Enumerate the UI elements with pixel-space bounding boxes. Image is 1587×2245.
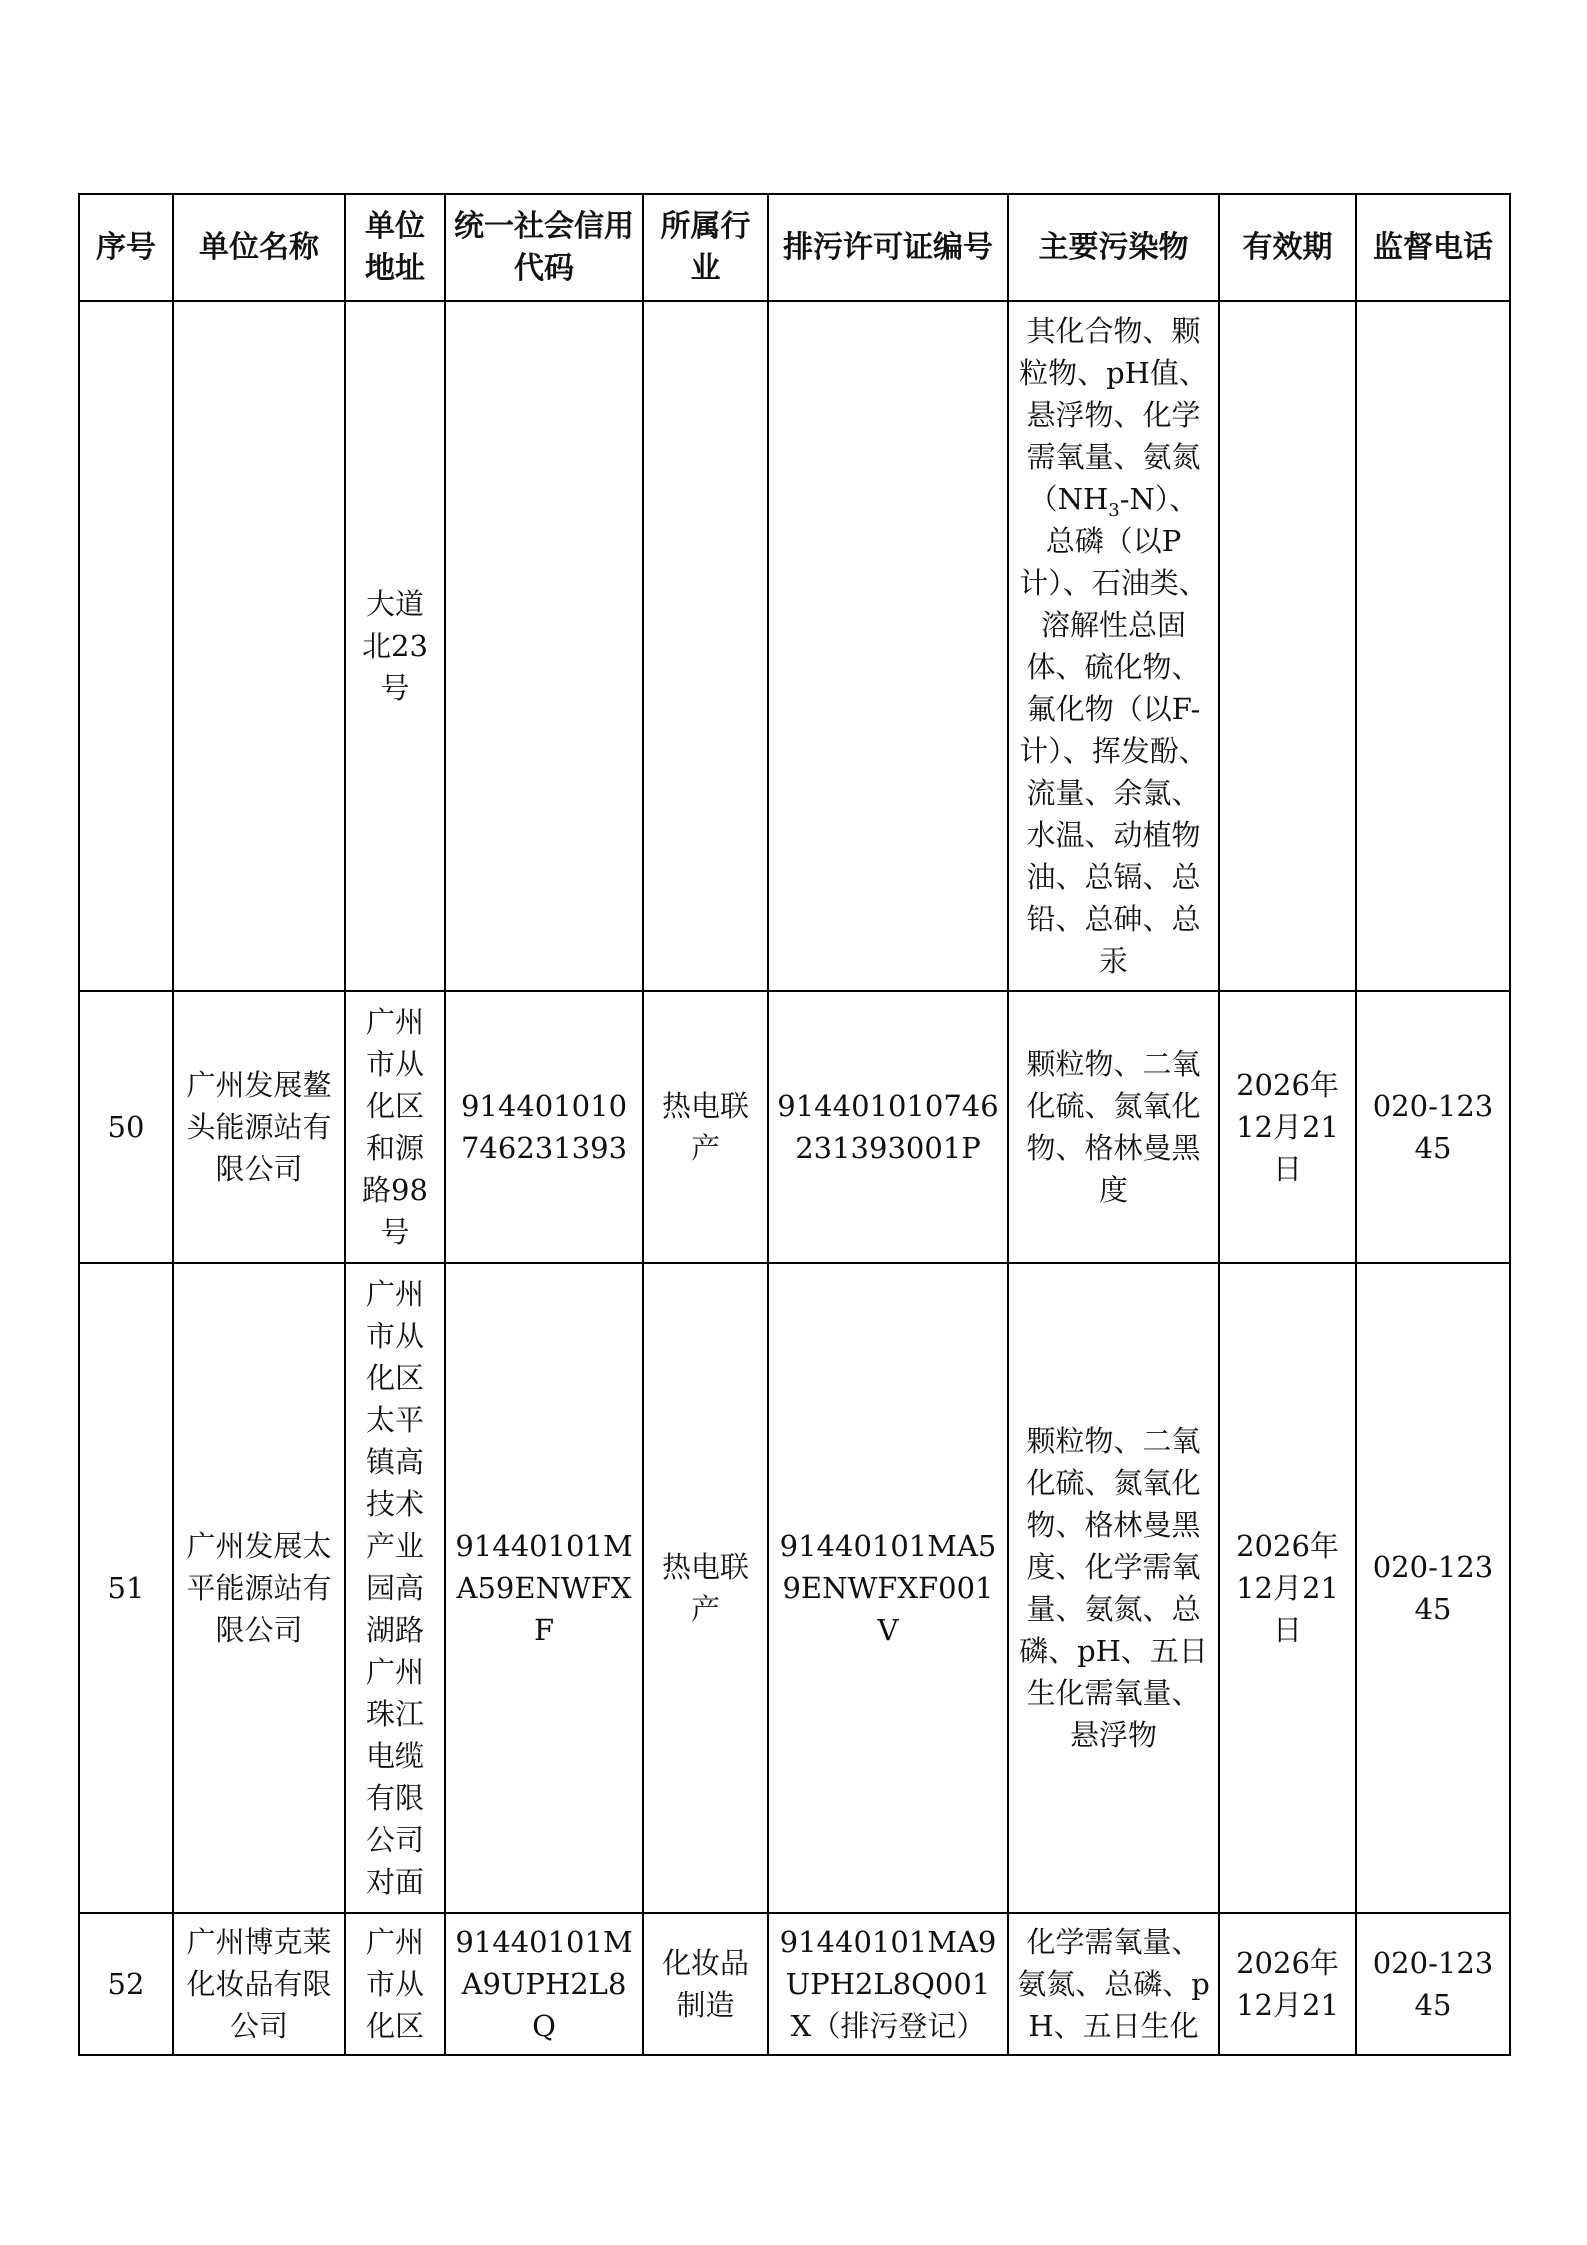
cell-seq: 52 [79,1913,173,2055]
cell-name: 广州博克莱化妆品有限公司 [173,1913,345,2055]
cell-industry [643,301,768,991]
table-row-continuation [79,301,1510,991]
header-name: 单位名称 [173,194,345,301]
table-row [79,991,1510,1263]
cell-permit-no: 91440101MA59ENWFXF001V [768,1263,1008,1913]
header-row [79,194,1510,301]
cell-seq: 50 [79,991,173,1263]
header-validity: 有效期 [1219,194,1356,301]
cell-seq: 51 [79,1263,173,1913]
cell-phone: 020-12345 [1356,1263,1510,1913]
validity-date: 12月21 [1236,1988,1339,2022]
cell-credit-code: 914401010746231393 [445,991,643,1263]
validity-year: 2026年 [1236,1529,1339,1563]
cell-credit-code [445,301,643,991]
cell-seq [79,301,173,991]
cell-credit-code: 91440101MA9UPH2L8Q [445,1913,643,2055]
validity-year: 2026年 [1236,1068,1339,1102]
header-credit-code: 统一社会信用代码 [445,194,643,301]
cell-industry: 化妆品制造 [643,1913,768,2055]
cell-phone: 020-12345 [1356,991,1510,1263]
cell-pollutants [1008,301,1219,991]
cell-address: 广州市从化区 [345,1913,445,2055]
cell-validity [1219,1913,1356,2055]
cell-pollutants: 颗粒物、二氧化硫、氮氧化物、格林曼黑度 [1008,991,1219,1263]
cell-name: 广州发展鳌头能源站有限公司 [173,991,345,1263]
header-industry: 所属行业 [643,194,768,301]
header-seq: 序号 [79,194,173,301]
pollutants-subscript: 3 [1108,499,1120,521]
cell-permit-no: 91440101MA9UPH2L8Q001X（排污登记） [768,1913,1008,2055]
cell-industry: 热电联产 [643,1263,768,1913]
cell-pollutants: 化学需氧量、氨氮、总磷、pH、五日生化 [1008,1913,1219,2055]
cell-name: 广州发展太平能源站有限公司 [173,1263,345,1913]
cell-address: 大道北23号 [345,301,445,991]
header-phone: 监督电话 [1356,194,1510,301]
cell-validity [1219,1263,1356,1913]
cell-permit-no [768,301,1008,991]
validity-date: 12月21日 [1236,1110,1339,1186]
header-pollutants: 主要污染物 [1008,194,1219,301]
cell-name [173,301,345,991]
cell-industry: 热电联产 [643,991,768,1263]
cell-permit-no: 914401010746231393001P [768,991,1008,1263]
pollutants-text-b: -N）、总磷（以P计）、石油类、溶解性总固体、硫化物、氟化物（以F-计）、挥发酚、流量、余氯、水温、动植物油、总镉、总铅、总砷、总汞 [1019,482,1208,978]
cell-phone: 020-12345 [1356,1913,1510,2055]
cell-validity [1219,991,1356,1263]
header-address: 单位地址 [345,194,445,301]
cell-pollutants: 颗粒物、二氧化硫、氮氧化物、格林曼黑度、化学需氧量、氨氮、总磷、pH、五日生化需氧量、悬浮物 [1008,1263,1219,1913]
validity-year: 2026年 [1236,1946,1339,1980]
cell-address: 广州市从化区太平镇高技术产业园高湖路广州珠江电缆有限公司对面 [345,1263,445,1913]
pollutant-permit-table [78,193,1511,2056]
cell-credit-code: 91440101MA59ENWFXF [445,1263,643,1913]
validity-date: 12月21日 [1236,1571,1339,1647]
header-permit-no: 排污许可证编号 [768,194,1008,301]
cell-phone [1356,301,1510,991]
cell-address: 广州市从化区和源路98号 [345,991,445,1263]
cell-validity [1219,301,1356,991]
pollutants-text-a: 其化合物、颗粒物、pH值、悬浮物、化学需氧量、氨氮（NH [1019,314,1208,516]
table-row [79,1263,1510,1913]
table-row [79,1913,1510,2055]
